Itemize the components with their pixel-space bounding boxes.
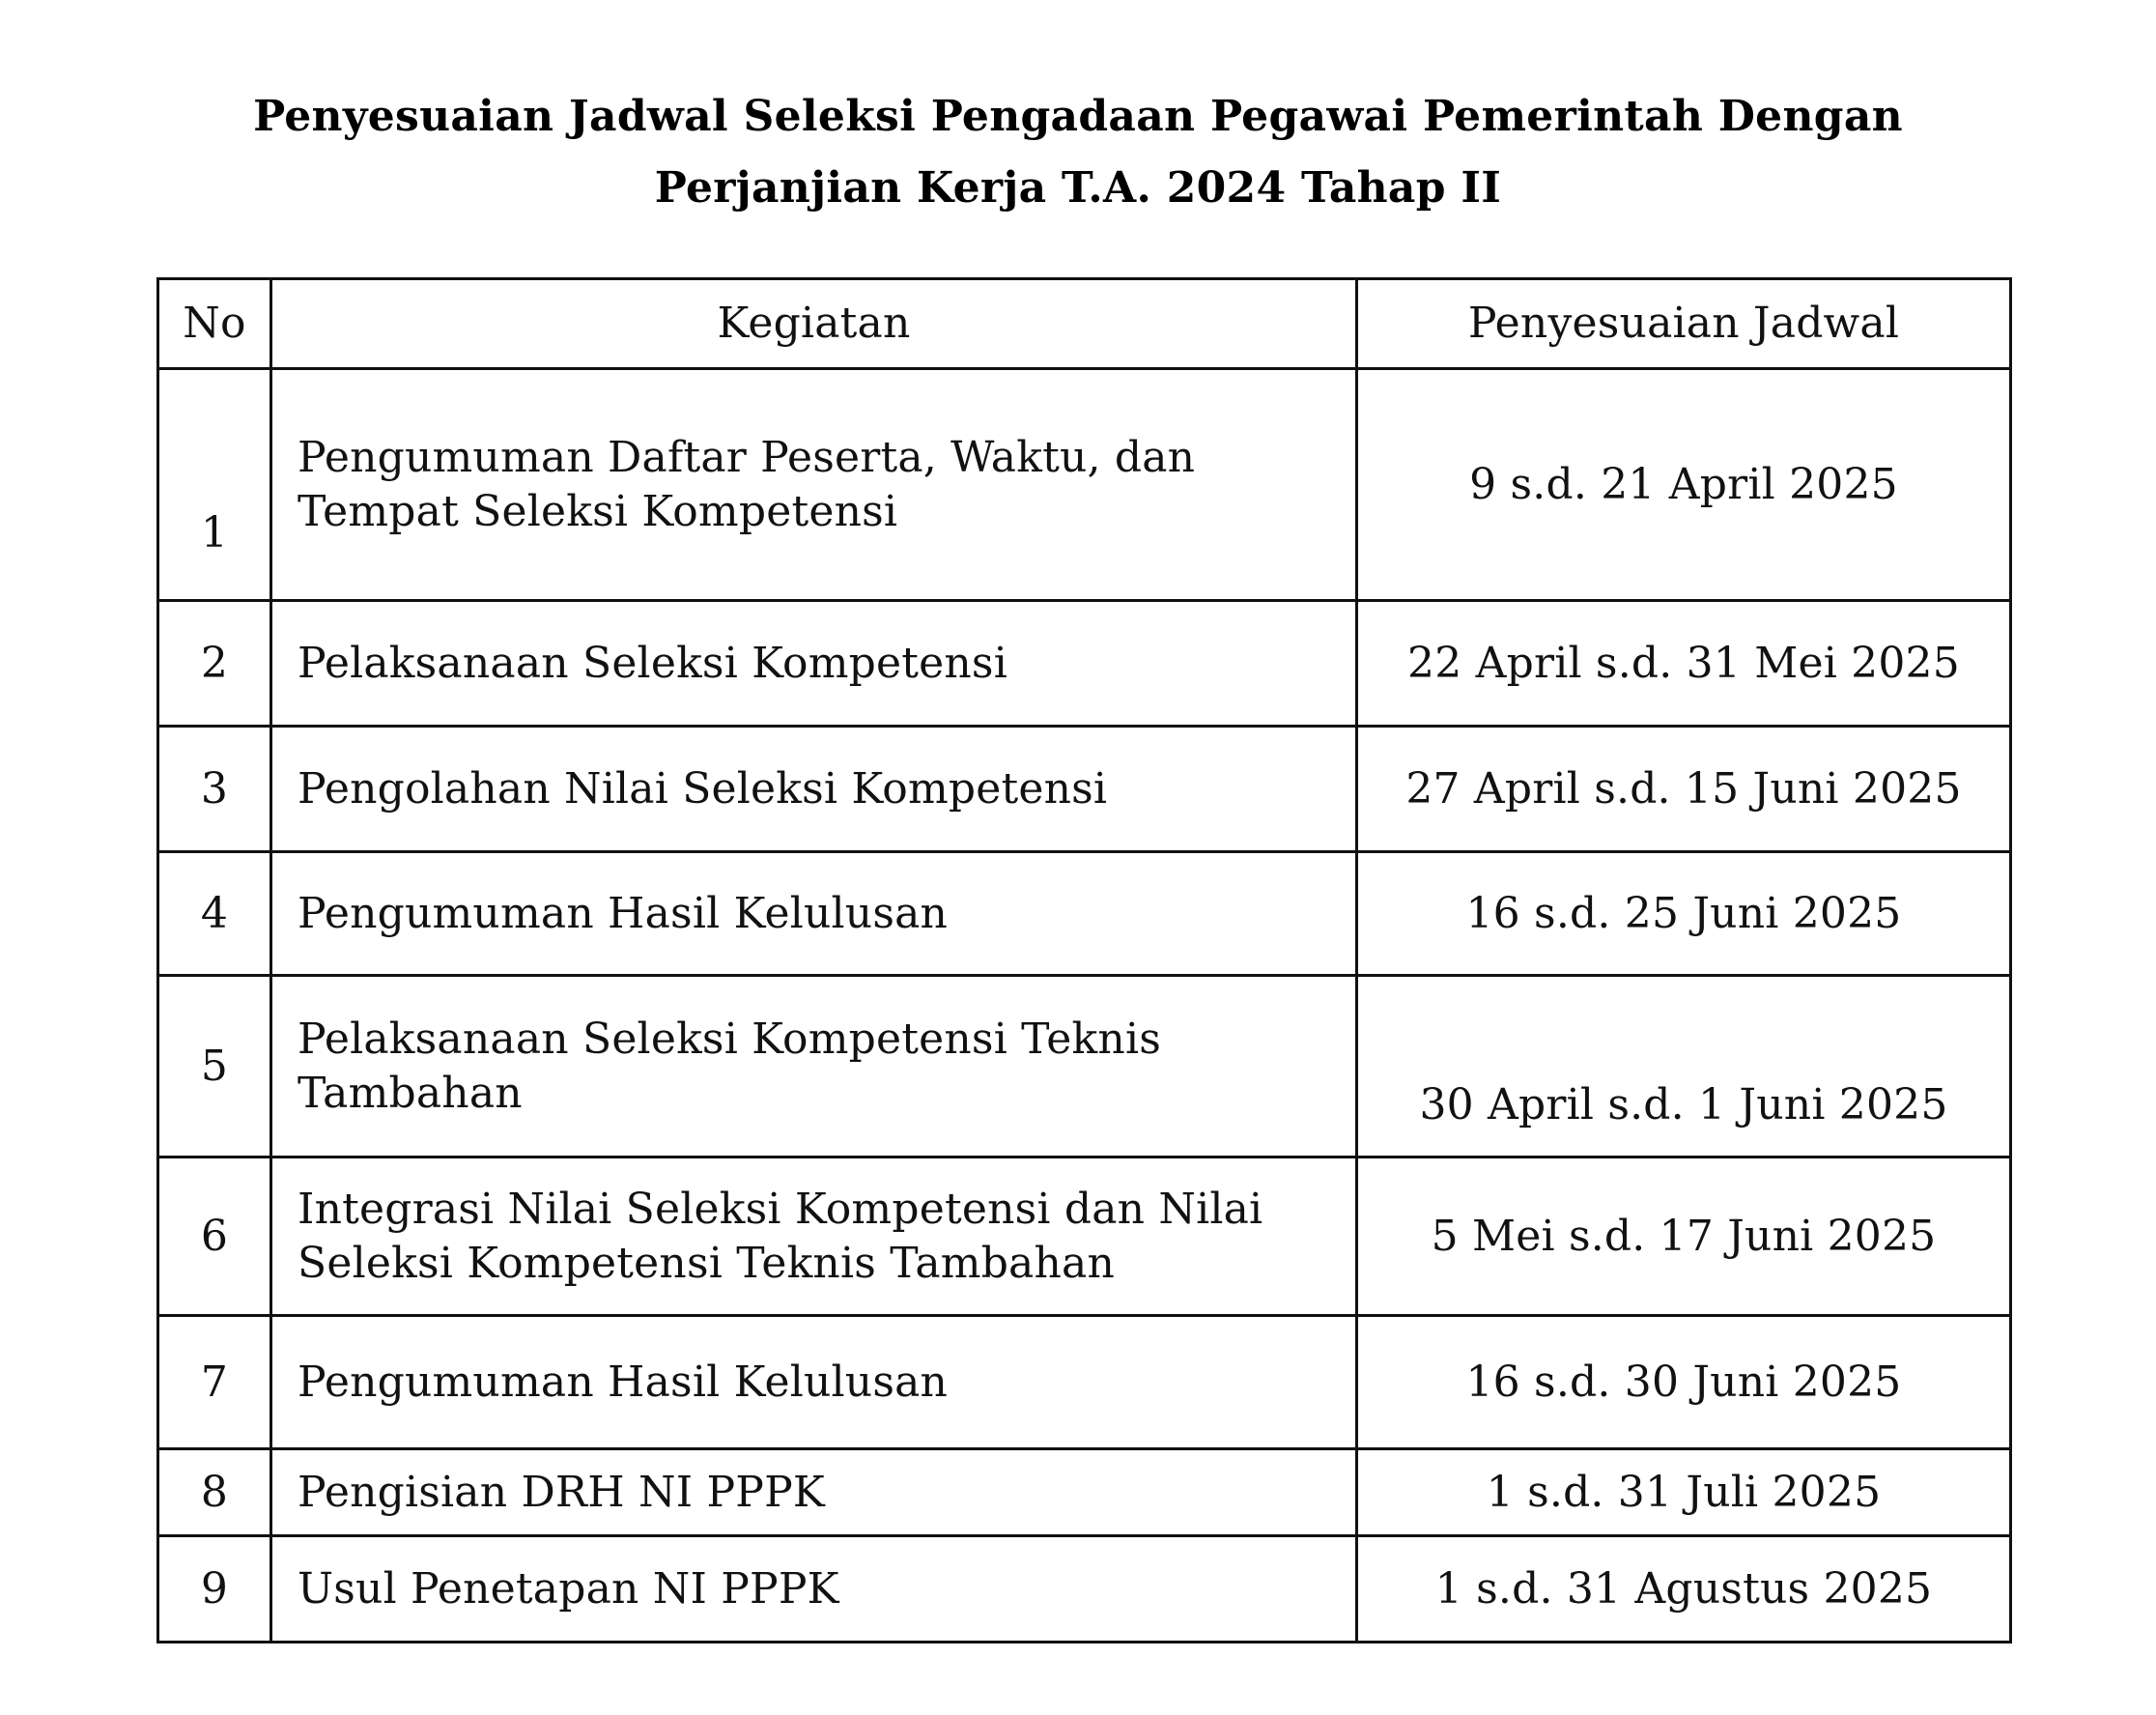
- row-kegiatan: [271, 727, 1357, 852]
- schedule-table: [156, 277, 2012, 1644]
- header-no: No: [158, 279, 271, 369]
- row-jadwal: 1 s.d. 31 Juli 2025: [1357, 1449, 2011, 1536]
- kegiatan-line: Pengumuman Hasil Kelulusan: [298, 888, 949, 938]
- row-jadwal: 30 April s.d. 1 Juni 2025: [1357, 976, 2011, 1158]
- kegiatan-line: Pengumuman Daftar Peserta, Waktu, dan: [298, 432, 1196, 482]
- row-number: 5: [158, 976, 271, 1158]
- row-number: 9: [158, 1536, 271, 1643]
- kegiatan-line: Pelaksanaan Seleksi Kompetensi: [298, 638, 1007, 688]
- table-row: [158, 1449, 2011, 1536]
- table-row: [158, 976, 2011, 1158]
- row-kegiatan: [271, 976, 1357, 1158]
- row-number: 1: [158, 369, 271, 601]
- kegiatan-line: Seleksi Kompetensi Teknis Tambahan: [298, 1238, 1116, 1288]
- kegiatan-line: Pengolahan Nilai Seleksi Kompetensi: [298, 763, 1108, 814]
- row-kegiatan: [271, 852, 1357, 976]
- row-jadwal: 27 April s.d. 15 Juni 2025: [1357, 727, 2011, 852]
- row-jadwal: 5 Mei s.d. 17 Juni 2025: [1357, 1158, 2011, 1316]
- header-kegiatan: Kegiatan: [271, 279, 1357, 369]
- row-kegiatan: [271, 1449, 1357, 1536]
- table-row: [158, 1316, 2011, 1449]
- row-jadwal: 22 April s.d. 31 Mei 2025: [1357, 601, 2011, 727]
- kegiatan-line: Tempat Seleksi Kompetensi: [298, 486, 898, 536]
- row-number: 4: [158, 852, 271, 976]
- title-line-1: Penyesuaian Jadwal Seleksi Pengadaan Pegawai Pemerintah Dengan: [253, 92, 1903, 141]
- row-kegiatan: [271, 369, 1357, 601]
- table-row: [158, 852, 2011, 976]
- row-number: 8: [158, 1449, 271, 1536]
- kegiatan-line: Integrasi Nilai Seleksi Kompetensi dan Nilai: [298, 1184, 1263, 1234]
- row-kegiatan: [271, 601, 1357, 727]
- table-row: [158, 601, 2011, 727]
- row-kegiatan: [271, 1316, 1357, 1449]
- row-number: 3: [158, 727, 271, 852]
- row-number: 2: [158, 601, 271, 727]
- row-jadwal: 9 s.d. 21 April 2025: [1357, 369, 2011, 601]
- table-header-row: [158, 279, 2011, 369]
- header-penyesuaian-jadwal: Penyesuaian Jadwal: [1357, 279, 2011, 369]
- kegiatan-line: Pengumuman Hasil Kelulusan: [298, 1357, 949, 1407]
- document-title: [0, 81, 2156, 224]
- row-number: 6: [158, 1158, 271, 1316]
- table-row: [158, 1536, 2011, 1643]
- kegiatan-line: Pengisian DRH NI PPPK: [298, 1467, 825, 1517]
- row-number: 7: [158, 1316, 271, 1449]
- row-kegiatan: [271, 1536, 1357, 1643]
- table-row: [158, 1158, 2011, 1316]
- row-jadwal: 16 s.d. 30 Juni 2025: [1357, 1316, 2011, 1449]
- table-row: [158, 727, 2011, 852]
- row-kegiatan: [271, 1158, 1357, 1316]
- row-jadwal: 16 s.d. 25 Juni 2025: [1357, 852, 2011, 976]
- table-row: [158, 369, 2011, 601]
- title-line-2: Perjanjian Kerja T.A. 2024 Tahap II: [654, 163, 1502, 213]
- kegiatan-line: Tambahan: [298, 1068, 523, 1118]
- kegiatan-line: Pelaksanaan Seleksi Kompetensi Teknis: [298, 1014, 1161, 1064]
- kegiatan-line: Usul Penetapan NI PPPK: [298, 1563, 839, 1614]
- row-jadwal: 1 s.d. 31 Agustus 2025: [1357, 1536, 2011, 1643]
